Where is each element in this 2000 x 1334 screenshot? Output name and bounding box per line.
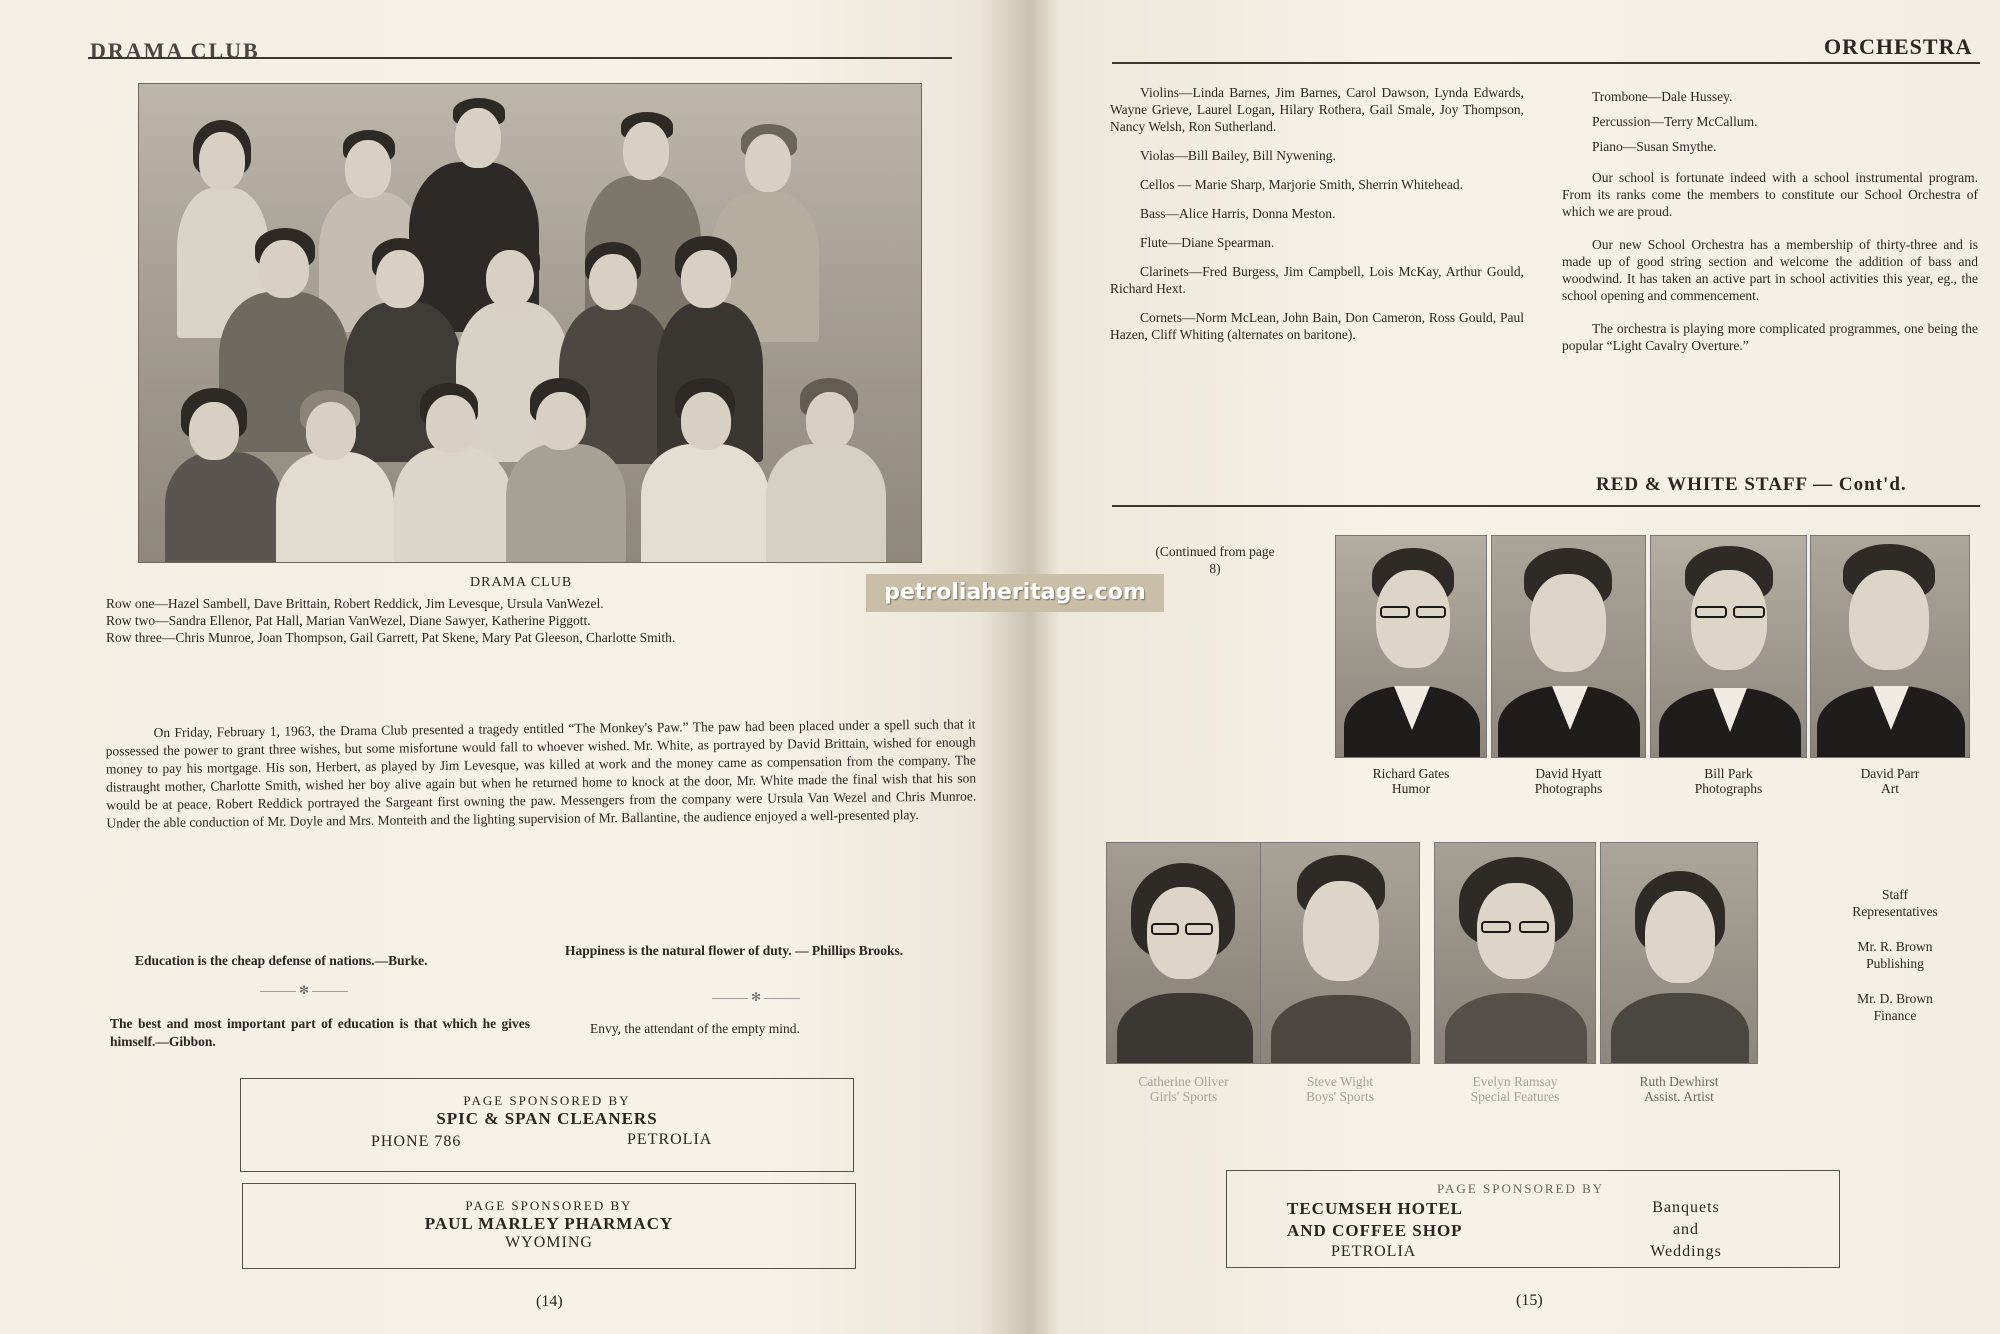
quote-phillips-brooks: Happiness is the natural flower of duty. — Phillips Brooks.: [565, 943, 904, 958]
sponsor-box-tecumseh-hotel: [1226, 1170, 1840, 1268]
rep-1-name: Mr. R. Brown: [1857, 939, 1933, 954]
section-rule: [1112, 505, 1980, 507]
staff-role: Photographs: [1534, 781, 1603, 796]
trombone: Trombone—Dale Hussey.: [1592, 89, 1733, 104]
sponsor-phone: PHONE 786: [371, 1133, 462, 1150]
website-watermark: petroliaheritage.com: [866, 574, 1164, 612]
orchestra-paragraph-2: Our new School Orchestra has a membership of thirty-three and is made up of good string section and welcome the addition of bass and woodwind. It has taken an active part in school activities this year, eg., the school opening and commencement.: [1562, 237, 1978, 303]
reps-title-2: Representatives: [1852, 904, 1938, 919]
orchestra-sections-right: [1562, 88, 1978, 366]
portrait-david-hyatt: [1491, 535, 1646, 758]
piano: Piano—Susan Smythe.: [1592, 139, 1717, 154]
portrait-david-parr: [1810, 535, 1970, 758]
rep-2-name: Mr. D. Brown: [1857, 991, 1933, 1006]
cornets: Cornets—Norm McLean, John Bain, Don Cameron, Ross Gould, Paul Hazen, Cliff Whiting (alternates on baritone).: [1110, 310, 1524, 342]
orchestra-sections-left: [1110, 84, 1524, 355]
staff-representatives: [1820, 886, 1970, 1024]
page-number-15: (15): [1516, 1292, 1543, 1309]
quote-gibbon: The best and most important part of education is that which he gives himself.—Gibbon.: [110, 1016, 530, 1049]
violas: Violas—Bill Bailey, Bill Nywening.: [1140, 148, 1336, 163]
caption-row-two: Row two—Sandra Ellenor, Pat Hall, Marian VanWezel, Diane Sawyer, Katherine Piggott.: [106, 613, 591, 628]
photo-caption-rows: [106, 595, 675, 646]
portrait-steve-wight: [1260, 842, 1420, 1064]
sponsor-town: PETROLIA: [627, 1131, 713, 1148]
bass: Bass—Alice Harris, Donna Meston.: [1140, 206, 1336, 221]
staff-name: David Parr: [1860, 766, 1920, 781]
rep-2-role: Finance: [1873, 1008, 1917, 1023]
staff-role: Humor: [1391, 781, 1431, 796]
continued-note: (Continued from page 8): [1155, 544, 1275, 576]
orchestra-paragraph-3: The orchestra is playing more complicated programmes, one being the popular “Light Cavalry Overture.”: [1562, 321, 1978, 353]
sponsor-town: PETROLIA: [1331, 1243, 1417, 1260]
sponsor-name-1: TECUMSEH HOTEL: [1287, 1199, 1464, 1218]
page-number-14: (14): [536, 1293, 563, 1310]
staff-name: Bill Park: [1704, 766, 1753, 781]
page-header-orchestra: ORCHESTRA: [1824, 34, 1973, 59]
sponsor-label: PAGE SPONSORED BY: [1437, 1181, 1605, 1196]
sponsor-service-3: Weddings: [1650, 1243, 1722, 1260]
staff-role: Girls' Sports: [1149, 1089, 1218, 1104]
label-catherine-oliver: [1106, 1074, 1261, 1104]
portrait-richard-gates: [1335, 535, 1487, 758]
label-bill-park: [1650, 766, 1807, 796]
staff-role: Special Features: [1470, 1089, 1560, 1104]
staff-role: Boys' Sports: [1305, 1089, 1375, 1104]
staff-name: David Hyatt: [1535, 766, 1602, 781]
label-richard-gates: [1335, 766, 1487, 796]
reps-title-1: Staff: [1882, 887, 1908, 902]
sponsor-town: WYOMING: [505, 1234, 593, 1251]
monkeys-paw-paragraph: On Friday, February 1, 1963, the Drama Club presented a tragedy entitled “The Monkey's Paw.” The paw had been placed under a spell such that it possessed the power to grant three wishes, but some misfortune would fall to whoever wished. Mr. White, as portrayed by David Brittain, wished for enough money to pay his mortgage. His son, Herbert, as played by Jim Levesque, was killed at work and the money came as compensation from the company. The distraught mother, Charlotte Smith, wished her boy alive again but when he returned home to knock at the door, Mr. White made the final wish that his son would be at peace. Robert Reddick portrayed the Sargeant first owning the paw. Messengers from the company were Ursula Van Wezel and Chris Munroe. Under the able conduction of Mr. Doyle and Mrs. Monteith and the lighting supervision of Mr. Ballantine, the audience enjoyed a well-presented play.: [105, 716, 977, 831]
quote-envy: Envy, the attendant of the empty mind.: [590, 1021, 800, 1036]
staff-name: Evelyn Ramsay: [1472, 1074, 1558, 1089]
sponsor-name: PAUL MARLEY PHARMACY: [424, 1214, 674, 1233]
percussion: Percussion—Terry McCallum.: [1592, 114, 1758, 129]
quote-burke: Education is the cheap defense of nations.—Burke.: [135, 953, 428, 968]
header-rule: [1112, 62, 1980, 64]
quote-separator: ——— ✻ ———: [712, 990, 801, 1004]
staff-role: Assist. Artist: [1644, 1089, 1714, 1104]
drama-club-group-photo: [138, 83, 922, 563]
label-david-parr: [1810, 766, 1970, 796]
page-15: [1040, 0, 2000, 1334]
header-rule: [88, 57, 952, 59]
label-steve-wight: [1260, 1074, 1420, 1104]
sponsor-service-1: Banquets: [1652, 1199, 1720, 1216]
flute: Flute—Diane Spearman.: [1140, 235, 1275, 250]
cellos: Cellos — Marie Sharp, Marjorie Smith, Sherrin Whitehead.: [1140, 177, 1463, 192]
photo-caption-title: DRAMA CLUB: [470, 575, 573, 590]
staff-name: Catherine Oliver: [1138, 1074, 1229, 1089]
clarinets: Clarinets—Fred Burgess, Jim Campbell, Lois McKay, Arthur Gould, Richard Hext.: [1110, 264, 1524, 296]
label-evelyn-ramsay: [1434, 1074, 1596, 1104]
staff-name: Steve Wight: [1306, 1074, 1374, 1089]
portrait-catherine-oliver: [1106, 842, 1261, 1064]
staff-header: RED & WHITE STAFF — Cont'd.: [1596, 474, 1907, 495]
orchestra-paragraph-1: Our school is fortunate indeed with a school instrumental program. From its ranks come the members to constitute our School Orchestra of which we are proud.: [1562, 170, 1978, 219]
staff-name: Richard Gates: [1372, 766, 1450, 781]
staff-role: Photographs: [1694, 781, 1763, 796]
staff-name: Ruth Dewhirst: [1639, 1074, 1719, 1089]
sponsor-service-2: and: [1672, 1221, 1700, 1238]
staff-role: Art: [1881, 781, 1899, 796]
rep-1-role: Publishing: [1866, 956, 1924, 971]
violins: Violins—Linda Barnes, Jim Barnes, Carol Dawson, Lynda Edwards, Wayne Grieve, Laurel Logan, Hilary Rothera, Gail Smale, Joy Thompson, Nancy Welsh, Ron Sutherland.: [1110, 85, 1524, 134]
label-ruth-dewhirst: [1600, 1074, 1758, 1104]
sponsor-label: PAGE SPONSORED BY: [465, 1198, 633, 1213]
sponsor-name: SPIC & SPAN CLEANERS: [436, 1109, 658, 1128]
label-david-hyatt: [1491, 766, 1646, 796]
portrait-ruth-dewhirst: [1600, 842, 1758, 1064]
caption-row-three: Row three—Chris Munroe, Joan Thompson, Gail Garrett, Pat Skene, Mary Pat Gleeson, Charlotte Smith.: [106, 630, 676, 645]
caption-row-one: Row one—Hazel Sambell, Dave Brittain, Robert Reddick, Jim Levesque, Ursula VanWezel.: [106, 596, 604, 611]
sponsor-name-2: AND COFFEE SHOP: [1287, 1221, 1463, 1240]
sponsor-box-paul-marley: [242, 1183, 856, 1269]
portrait-evelyn-ramsay: [1434, 842, 1596, 1064]
portrait-bill-park: [1650, 535, 1807, 758]
quote-separator: ——— ✻ ———: [260, 983, 349, 997]
sponsor-box-spic-span: [240, 1078, 854, 1172]
sponsor-label: PAGE SPONSORED BY: [463, 1093, 631, 1108]
page-header-drama-club: DRAMA CLUB: [90, 38, 260, 63]
